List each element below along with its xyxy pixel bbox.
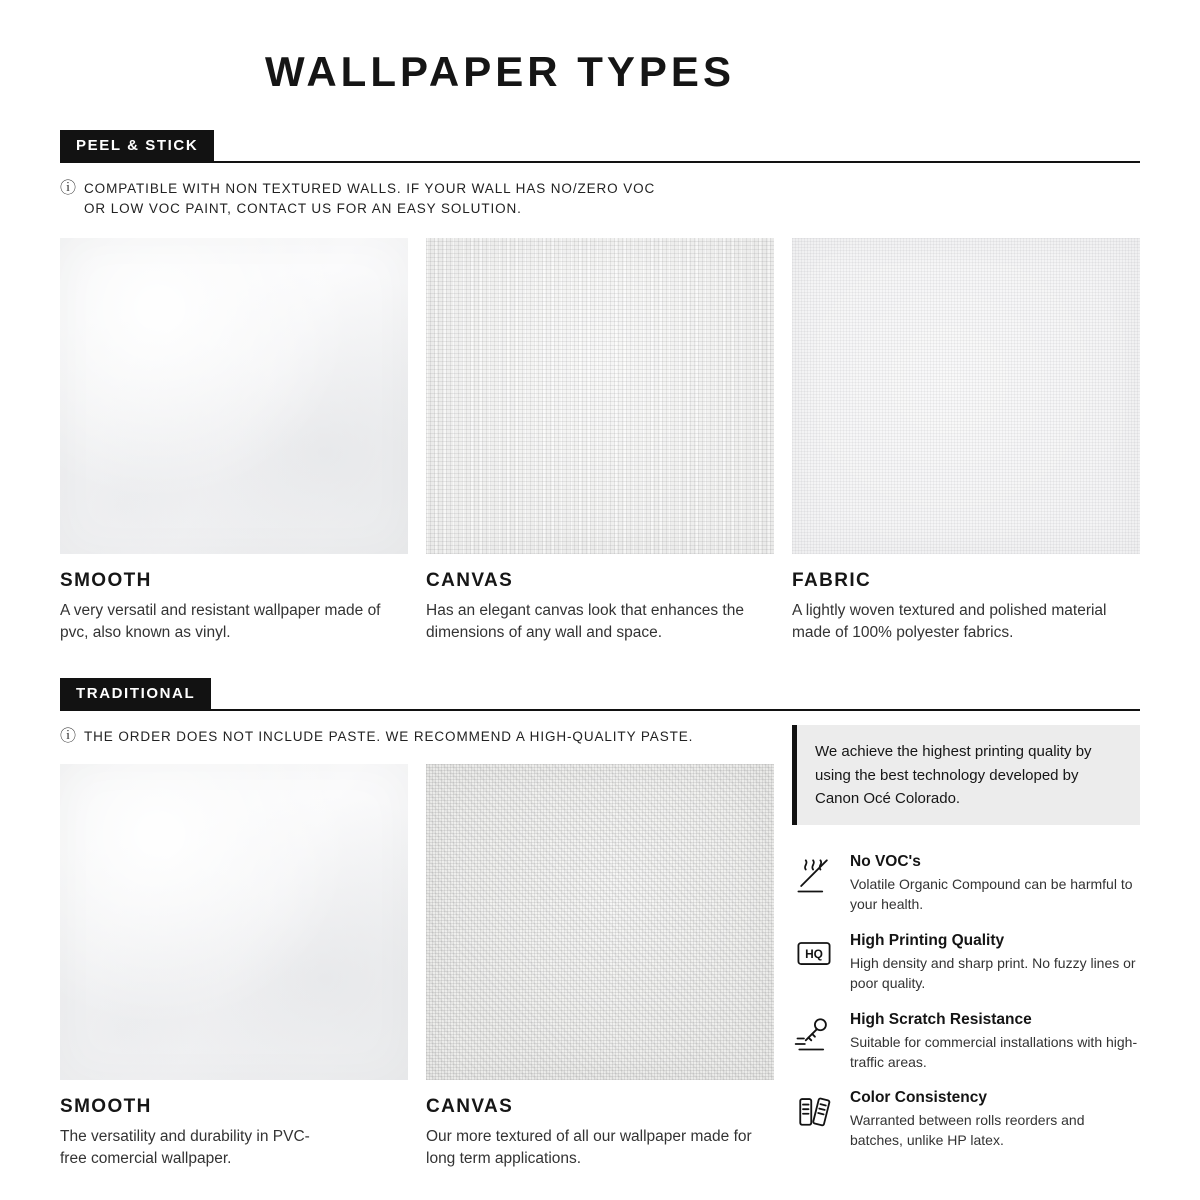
feature-color-consistency xyxy=(792,1089,1140,1151)
swatch-peel-canvas xyxy=(426,238,774,645)
feature-no-voc xyxy=(792,853,1140,915)
swatch-name: CANVAS xyxy=(426,1095,514,1117)
texture-sample-fabric xyxy=(792,238,1140,554)
peel-stick-note xyxy=(60,179,1140,220)
swatch-traditional-canvas xyxy=(426,764,774,1171)
swatch-caption xyxy=(792,570,1140,645)
page-title: WALLPAPER TYPES xyxy=(265,48,735,95)
feature-title: No VOC's xyxy=(850,853,921,871)
note-text: THE ORDER DOES NOT INCLUDE PASTE. WE RECOMMEND A HIGH-QUALITY PASTE. xyxy=(84,729,694,745)
title-wrap xyxy=(0,48,1040,96)
texture-sample-canvas-rough xyxy=(426,764,774,1080)
swatch-traditional-smooth xyxy=(60,764,408,1171)
texture-sample-canvas xyxy=(426,238,774,554)
swatch-peel-fabric xyxy=(792,238,1140,645)
feature-description: High density and sharp print. No fuzzy lines or poor quality. xyxy=(850,954,1136,991)
feature-high-printing-quality xyxy=(792,932,1140,994)
swatch-caption xyxy=(60,1096,408,1171)
traditional-row xyxy=(60,725,1140,1170)
peel-stick-swatch-grid xyxy=(60,238,1140,645)
feature-scratch-resistance xyxy=(792,1011,1140,1073)
section-header-traditional xyxy=(60,678,1140,711)
swatch-name: CANVAS xyxy=(426,569,514,591)
feature-description: Warranted between rolls reorders and batches, unlike HP latex. xyxy=(850,1112,1085,1149)
feature-text xyxy=(850,932,1140,994)
texture-sample-smooth xyxy=(60,238,408,554)
texture-sample-smooth xyxy=(60,764,408,1080)
section-label-peel-stick: PEEL & STICK xyxy=(60,130,214,161)
feature-text xyxy=(850,1011,1140,1073)
note-text: COMPATIBLE WITH NON TEXTURED WALLS. IF YOUR WALL HAS NO/ZERO VOC OR LOW VOC PAINT, CONTACT US FOR AN EASY SOLUTION. xyxy=(84,181,656,217)
feature-text xyxy=(850,853,1140,915)
printing-quality-quote: We achieve the highest printing quality by using the best technology developed by Canon Océ Colorado. xyxy=(792,725,1140,825)
feature-list xyxy=(792,853,1140,1151)
swatch-caption xyxy=(60,570,408,645)
feature-text xyxy=(850,1089,1140,1151)
color-consistency-icon xyxy=(792,1089,836,1133)
section-label-traditional: TRADITIONAL xyxy=(60,678,211,709)
swatch-peel-smooth xyxy=(60,238,408,645)
high-quality-icon xyxy=(792,932,836,976)
traditional-note xyxy=(60,727,774,747)
section-peel-stick xyxy=(60,130,1140,644)
scratch-resistance-icon xyxy=(792,1011,836,1055)
swatch-description: The versatility and durability in PVC-free comercial wallpaper. xyxy=(60,1127,310,1168)
swatch-name: SMOOTH xyxy=(60,569,152,591)
swatch-name: SMOOTH xyxy=(60,1095,152,1117)
swatch-description: A lightly woven textured and polished material made of 100% polyester fabrics. xyxy=(792,601,1107,641)
feature-title: High Printing Quality xyxy=(850,931,1005,949)
info-icon: ⓘ xyxy=(60,728,77,746)
swatch-name: FABRIC xyxy=(792,569,872,591)
feature-description: Volatile Organic Compound can be harmful to your health. xyxy=(850,876,1133,913)
feature-title: Color Consistency xyxy=(850,1089,987,1107)
quality-panel xyxy=(792,725,1140,1170)
swatch-caption xyxy=(426,1096,774,1171)
swatch-description: Our more textured of all our wallpaper made for long term applications. xyxy=(426,1127,752,1168)
feature-title: High Scratch Resistance xyxy=(850,1010,1032,1028)
info-icon: ⓘ xyxy=(60,180,77,197)
swatch-description: A very versatil and resistant wallpaper made of pvc, also known as vinyl. xyxy=(60,601,381,641)
section-header-peel-stick xyxy=(60,130,1140,163)
feature-description: Suitable for commercial installations with high-traffic areas. xyxy=(850,1033,1138,1070)
svg-text:HQ: HQ xyxy=(805,947,823,962)
swatch-caption xyxy=(426,570,774,645)
swatch-description: Has an elegant canvas look that enhances the dimensions of any wall and space. xyxy=(426,601,744,641)
section-traditional xyxy=(60,678,1140,1170)
no-voc-icon xyxy=(792,853,836,897)
